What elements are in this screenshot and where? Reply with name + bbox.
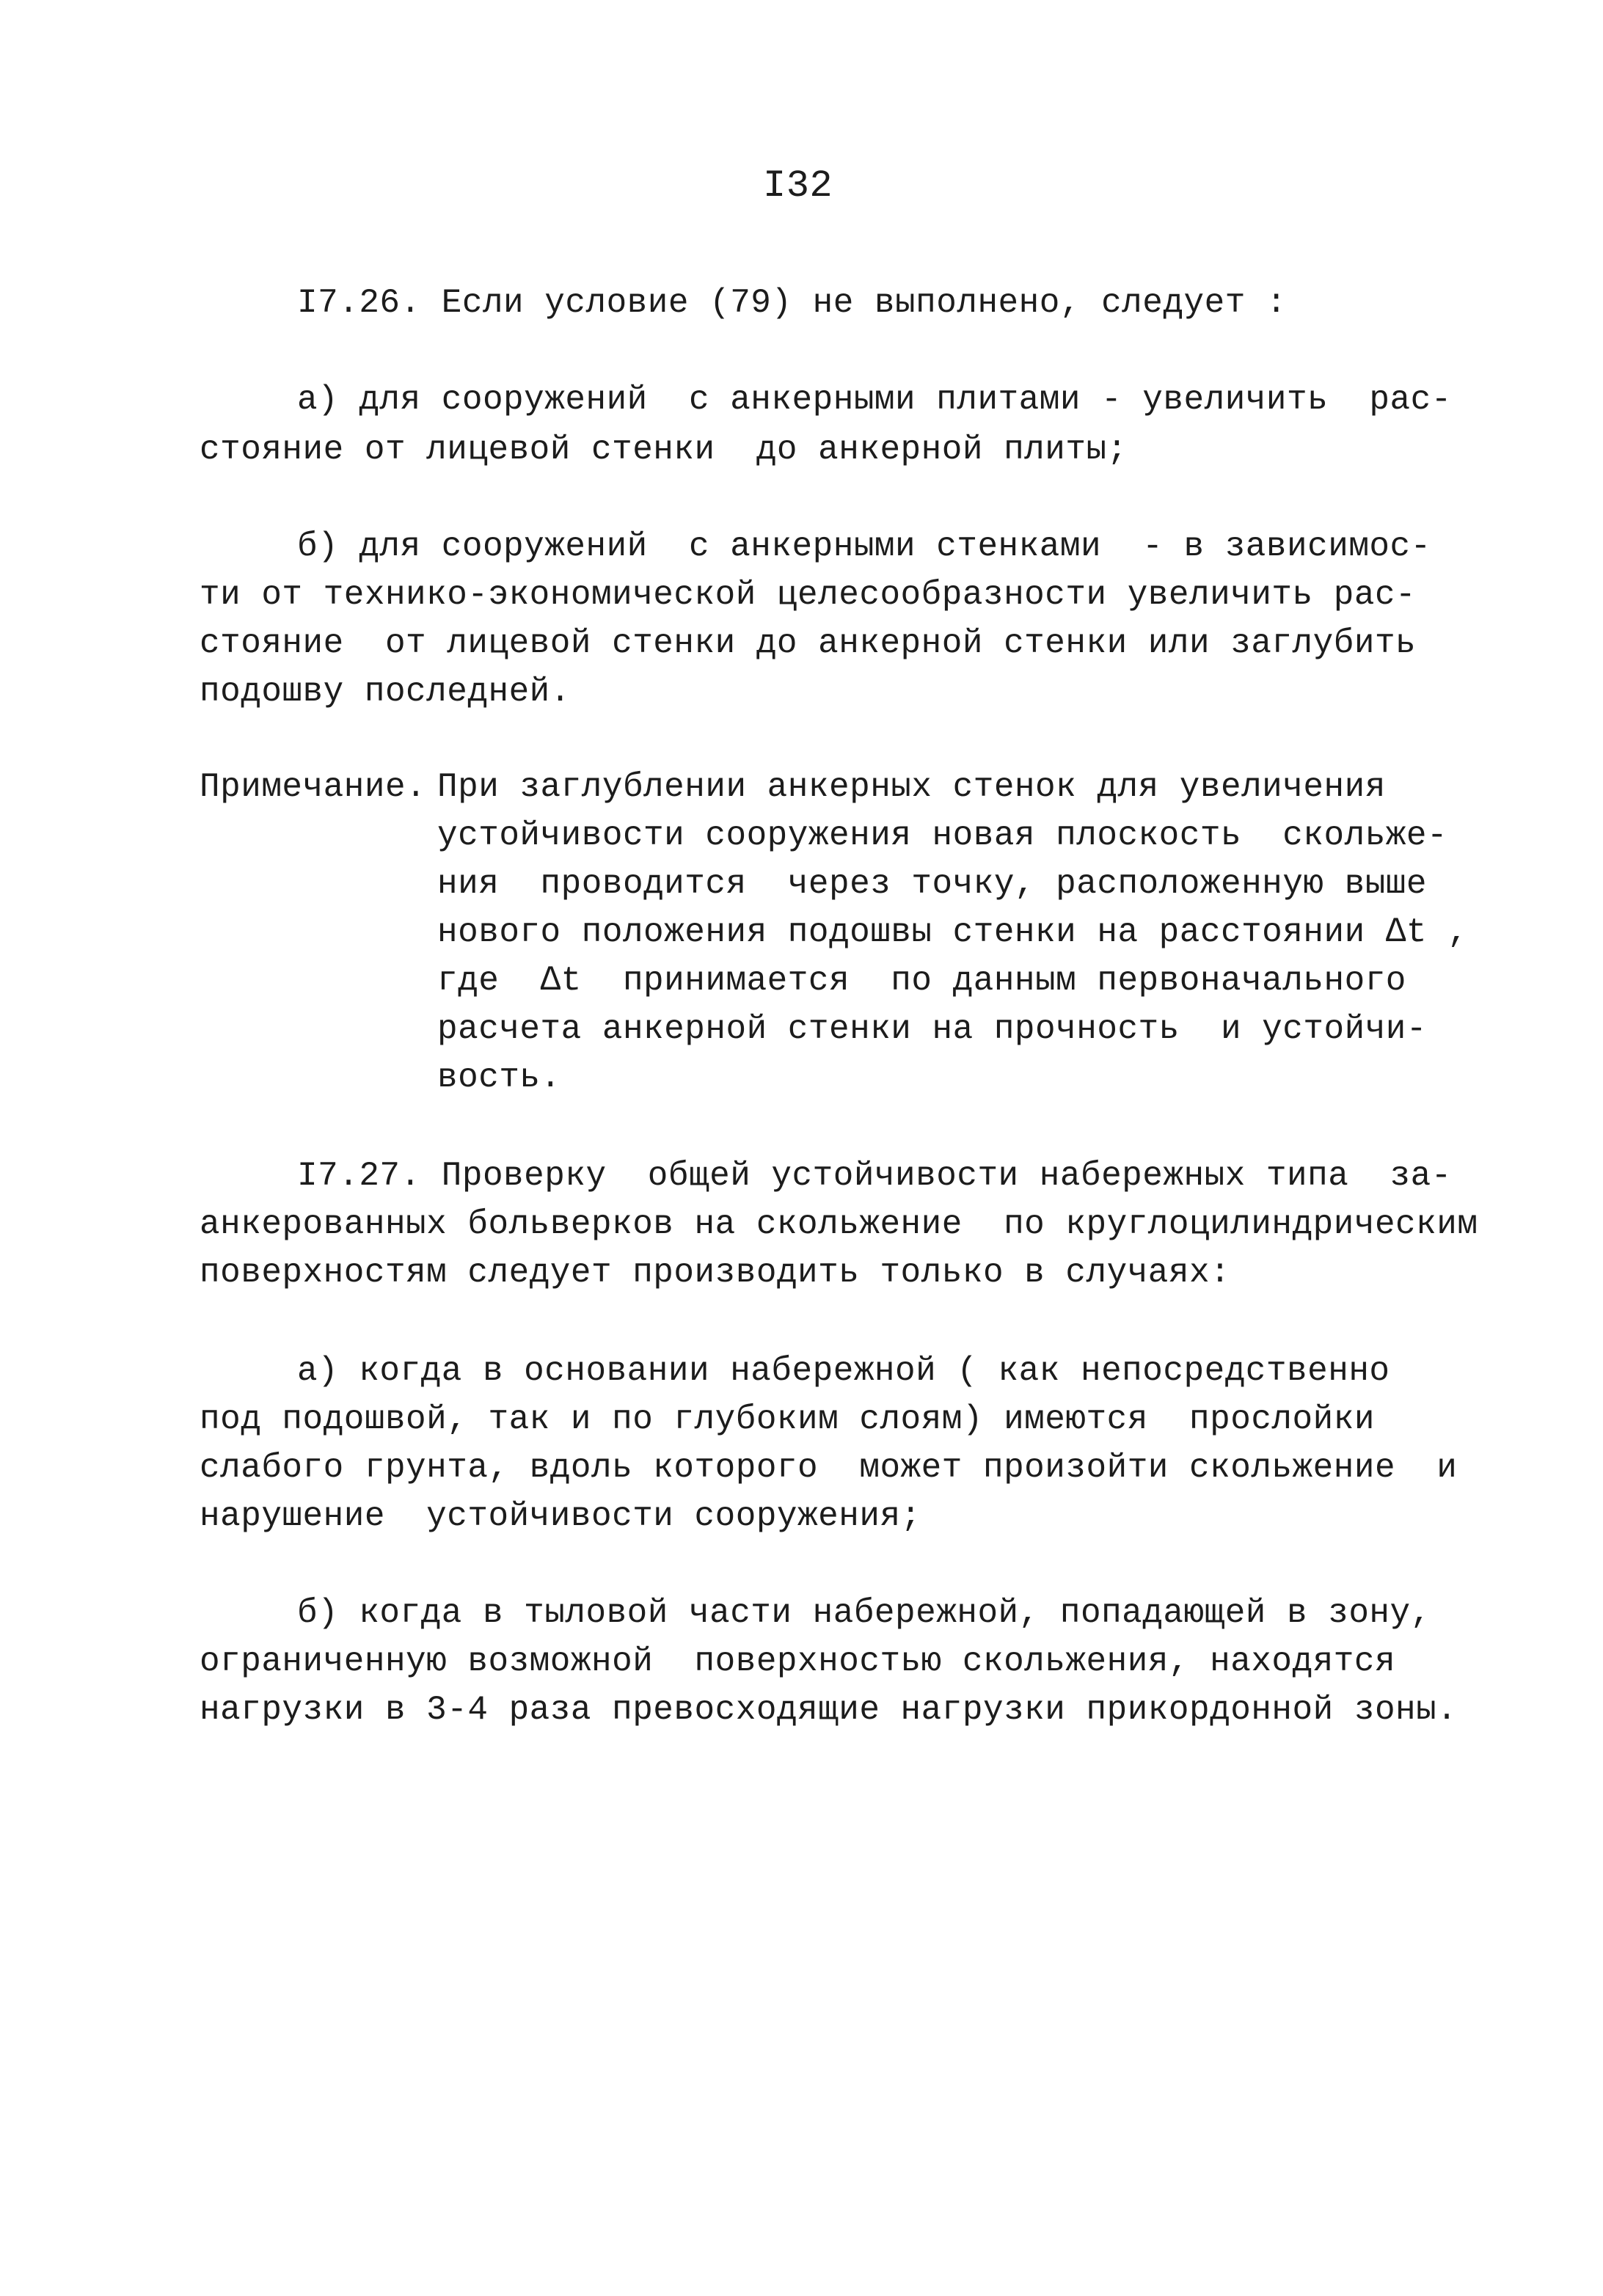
- item-b1-line-4: подошву последней.: [200, 673, 571, 711]
- item-a1-line-1: а) для сооружений с анкерными плитами - увеличить рас-: [297, 381, 1452, 419]
- section-17-27-line-2: анкерованных больверков на скольжение по круглоцилиндрическим: [200, 1205, 1478, 1243]
- item-b2-line-1: б) когда в тыловой части набережной, попадающей в зону,: [297, 1594, 1431, 1632]
- item-a2-line-1: а) когда в основании набережной ( как непосредственно: [297, 1352, 1390, 1390]
- item-a2-line-4: нарушение устойчивости сооружения;: [200, 1497, 921, 1535]
- section-17-27-line-3: поверхностям следует производить только в случаях:: [200, 1254, 1231, 1292]
- note-label: Примечание.: [200, 768, 427, 806]
- note-line-1: При заглублении анкерных стенок для увеличения: [437, 768, 1386, 806]
- page-number: I32: [763, 164, 833, 208]
- note-line-2: устойчивости сооружения новая плоскость скольже-: [437, 816, 1448, 855]
- note-line-4: нового положения подошвы стенки на расстоянии ∆t ,: [437, 913, 1469, 951]
- item-a1-line-2: стояние от лицевой стенки до анкерной плиты;: [200, 431, 1128, 469]
- item-b2-line-3: нагрузки в 3-4 раза превосходящие нагрузки прикордонной зоны.: [200, 1691, 1458, 1729]
- note-line-5: где ∆t принимается по данным первоначального: [437, 962, 1406, 1000]
- item-b1-line-3: стояние от лицевой стенки до анкерной стенки или заглубить: [200, 624, 1417, 662]
- item-a2-line-3: слабого грунта, вдоль которого может произойти скольжение и: [200, 1449, 1458, 1487]
- note-line-7: вость.: [437, 1059, 561, 1097]
- item-a2-line-2: под подошвой, так и по глубоким слоям) имеются прослойки: [200, 1400, 1375, 1438]
- note-line-6: расчета анкерной стенки на прочность и устойчи-: [437, 1010, 1428, 1048]
- item-b1-line-1: б) для сооружений с анкерными стенками - в зависимос-: [297, 527, 1431, 566]
- item-b1-line-2: ти от технико-экономической целесообразности увеличить рас-: [200, 576, 1417, 614]
- item-b2-line-2: ограниченную возможной поверхностью скольжения, находятся: [200, 1642, 1396, 1681]
- note-line-3: ния проводится через точку, расположенную выше: [437, 865, 1428, 903]
- section-17-27-line-1: I7.27. Проверку общей устойчивости набережных типа за-: [297, 1157, 1452, 1195]
- section-17-26-heading: I7.26. Если условие (79) не выполнено, следует :: [297, 284, 1288, 322]
